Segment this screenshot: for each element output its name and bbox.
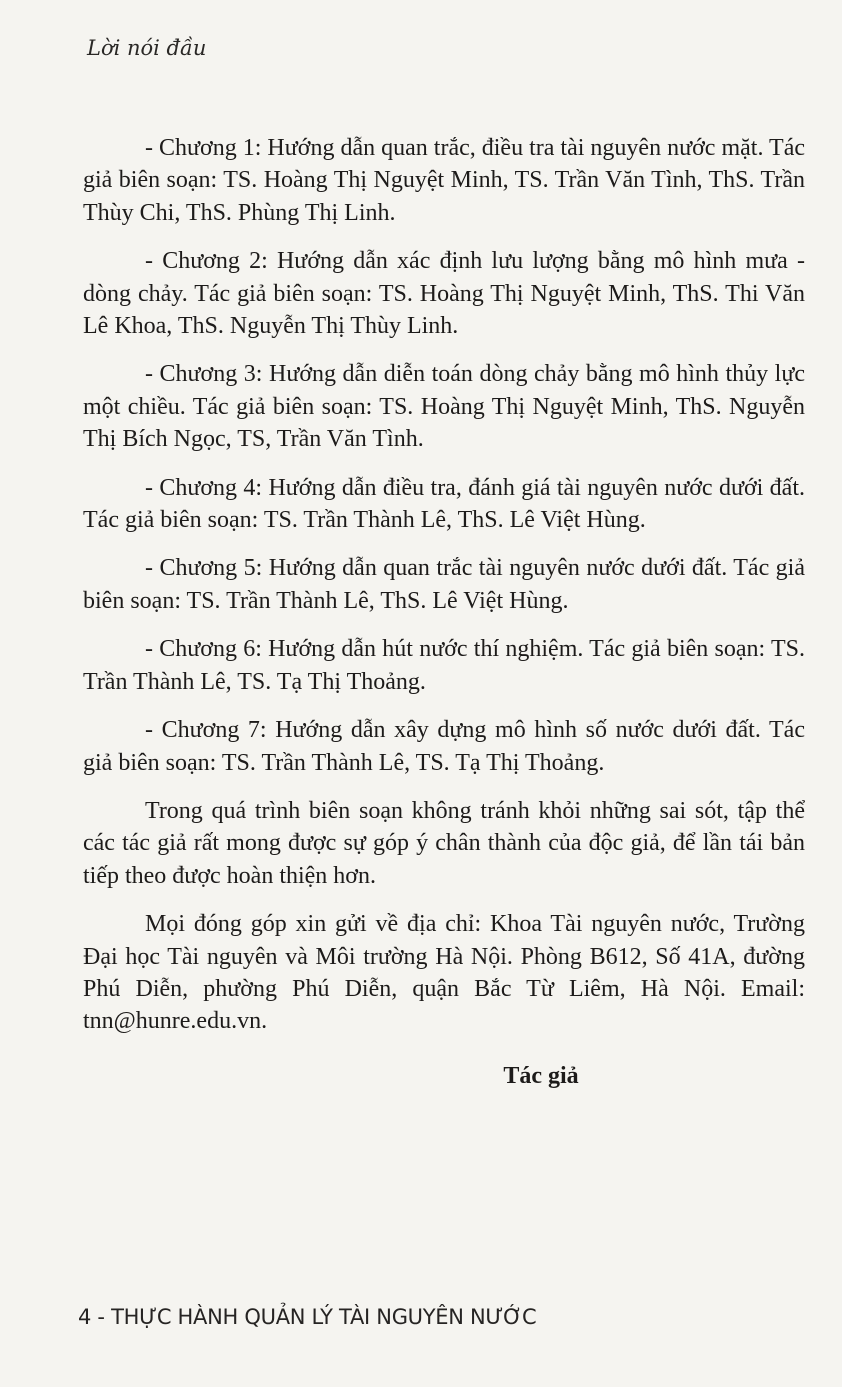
paragraph-contact: Mọi đóng góp xin gửi về địa chỉ: Khoa Tài nguyên nước, Trường Đại học Tài nguyên và Môi trường Hà Nội. Phòng B612, Số 41A, đường Phú Diễn, phường Phú Diễn, quận Bắc Từ Liêm, Hà Nội. Email: tnn@hunre.edu.vn.	[83, 911, 805, 1035]
author-signature: Tác giả	[503, 1063, 579, 1089]
paragraph-chapter-2: - Chương 2: Hướng dẫn xác định lưu lượng bằng mô hình mưa - dòng chảy. Tác giả biên soạn: TS. Hoàng Thị Nguyệt Minh, ThS. Thi Văn Lê Khoa, ThS. Nguyễn Thị Thùy Linh.	[83, 248, 805, 340]
paragraph-closing: Trong quá trình biên soạn không tránh khỏi những sai sót, tập thể các tác giả rất mong được sự góp ý chân thành của độc giả, để lần tái bản tiếp theo được hoàn thiện hơn.	[83, 797, 805, 889]
paragraph-chapter-3: - Chương 3: Hướng dẫn diễn toán dòng chảy bằng mô hình thủy lực một chiều. Tác giả biên soạn: TS. Hoàng Thị Nguyệt Minh, ThS. Nguyễn Thị Bích Ngọc, TS, Trần Văn Tình.	[83, 361, 805, 453]
paragraph-chapter-5: - Chương 5: Hướng dẫn quan trắc tài nguyên nước dưới đất. Tác giả biên soạn: TS. Trần Thành Lê, ThS. Lê Việt Hùng.	[83, 555, 805, 614]
paragraph-chapter-4: - Chương 4: Hướng dẫn điều tra, đánh giá tài nguyên nước dưới đất. Tác giả biên soạn: TS. Trần Thành Lê, ThS. Lê Việt Hùng.	[83, 474, 805, 534]
running-header: Lời nói đầu	[87, 36, 207, 60]
paragraph-chapter-6: - Chương 6: Hướng dẫn hút nước thí nghiệm. Tác giả biên soạn: TS. Trần Thành Lê, TS. Tạ Thị Thoảng.	[83, 636, 805, 695]
body-text	[83, 132, 805, 1054]
page-footer: 4 - THỰC HÀNH QUẢN LÝ TÀI NGUYÊN NƯỚC	[78, 1305, 537, 1329]
paragraph-chapter-1: - Chương 1: Hướng dẫn quan trắc, điều tra tài nguyên nước mặt. Tác giả biên soạn: TS. Hoàng Thị Nguyệt Minh, TS. Trần Văn Tình, ThS. Trần Thùy Chi, ThS. Phùng Thị Linh.	[83, 135, 805, 226]
paragraph-chapter-7: - Chương 7: Hướng dẫn xây dựng mô hình số nước dưới đất. Tác giả biên soạn: TS. Trần Thành Lê, TS. Tạ Thị Thoảng.	[83, 717, 805, 776]
